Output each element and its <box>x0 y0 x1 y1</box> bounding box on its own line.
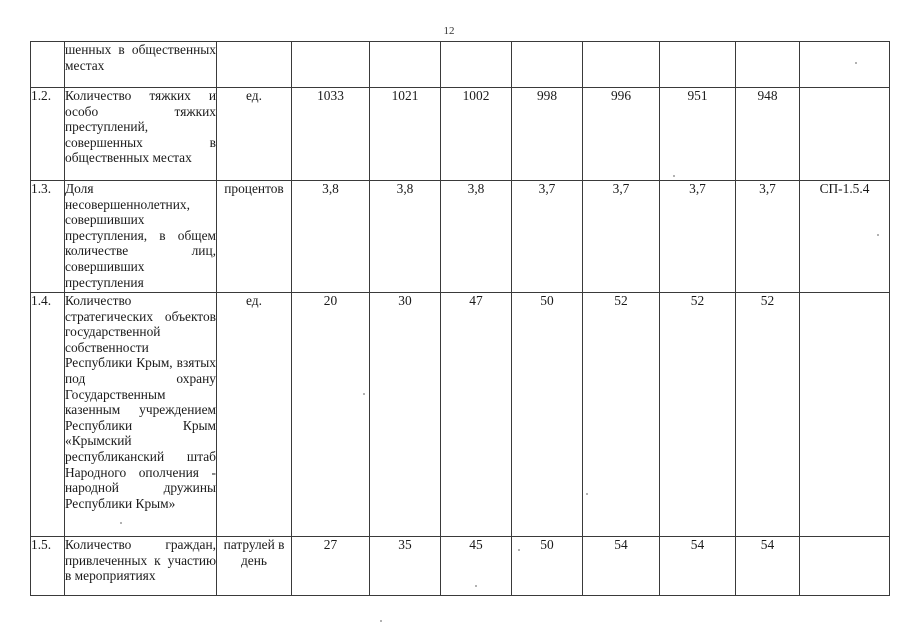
table-row <box>31 88 890 181</box>
value-cell <box>292 42 370 88</box>
unit-cell: патрулей в день <box>217 537 292 596</box>
table-row <box>31 181 890 293</box>
value-cell: 35 <box>370 537 441 596</box>
value-cell: 20 <box>292 293 370 537</box>
row-number: 1.2. <box>31 88 65 181</box>
scan-speck <box>475 585 477 587</box>
reference-cell <box>800 293 890 537</box>
value-cell: 998 <box>512 88 583 181</box>
indicator-name: шенных в общественных местах <box>65 42 217 88</box>
unit-cell: ед. <box>217 88 292 181</box>
value-cell: 50 <box>512 293 583 537</box>
value-cell <box>441 42 512 88</box>
value-cell <box>583 42 660 88</box>
indicator-name: Количество стратегических объектов государственной собственности Республики Крым, взятых под охрану Государственным казенным учреждением Республики Крым «Крымский республиканский штаб Народного ополчения - народной дружины Республики Крым» <box>65 293 217 537</box>
reference-cell: СП-1.5.4 <box>800 181 890 293</box>
value-cell: 27 <box>292 537 370 596</box>
value-cell: 45 <box>441 537 512 596</box>
value-cell: 951 <box>660 88 736 181</box>
scan-speck <box>518 549 520 551</box>
row-number: 1.3. <box>31 181 65 293</box>
row-number <box>31 42 65 88</box>
value-cell <box>736 42 800 88</box>
value-cell: 47 <box>441 293 512 537</box>
value-cell: 3,7 <box>736 181 800 293</box>
value-cell: 3,7 <box>512 181 583 293</box>
value-cell: 948 <box>736 88 800 181</box>
scan-speck <box>120 522 122 524</box>
value-cell: 52 <box>660 293 736 537</box>
unit-cell <box>217 42 292 88</box>
scan-speck <box>877 234 879 236</box>
value-cell: 3,8 <box>441 181 512 293</box>
indicator-name: Доля несовершеннолетних, совершивших преступления, в общем количестве лиц, совершивших преступления <box>65 181 217 293</box>
value-cell: 3,7 <box>583 181 660 293</box>
indicators-table <box>30 41 890 596</box>
scan-speck <box>855 62 857 64</box>
scan-speck <box>586 493 588 495</box>
scan-speck <box>380 620 382 622</box>
value-cell: 52 <box>736 293 800 537</box>
value-cell: 54 <box>736 537 800 596</box>
unit-cell: ед. <box>217 293 292 537</box>
scan-speck <box>363 393 365 395</box>
reference-cell <box>800 537 890 596</box>
value-cell <box>512 42 583 88</box>
value-cell: 30 <box>370 293 441 537</box>
value-cell: 54 <box>660 537 736 596</box>
value-cell <box>370 42 441 88</box>
table-row <box>31 42 890 88</box>
value-cell <box>660 42 736 88</box>
value-cell: 1033 <box>292 88 370 181</box>
row-number: 1.5. <box>31 537 65 596</box>
scan-speck <box>673 175 675 177</box>
value-cell: 1002 <box>441 88 512 181</box>
value-cell: 996 <box>583 88 660 181</box>
value-cell: 52 <box>583 293 660 537</box>
table-row <box>31 537 890 596</box>
value-cell: 3,8 <box>370 181 441 293</box>
value-cell: 54 <box>583 537 660 596</box>
unit-cell: процентов <box>217 181 292 293</box>
indicator-name: Количество граждан, привлеченных к участию в мероприятиях <box>65 537 217 596</box>
reference-cell <box>800 42 890 88</box>
value-cell: 1021 <box>370 88 441 181</box>
indicator-name: Количество тяжких и особо тяжких преступлений, совершенных в общественных местах <box>65 88 217 181</box>
row-number: 1.4. <box>31 293 65 537</box>
page-number: 12 <box>443 25 455 37</box>
value-cell: 50 <box>512 537 583 596</box>
reference-cell <box>800 88 890 181</box>
value-cell: 3,7 <box>660 181 736 293</box>
value-cell: 3,8 <box>292 181 370 293</box>
table-row <box>31 293 890 537</box>
